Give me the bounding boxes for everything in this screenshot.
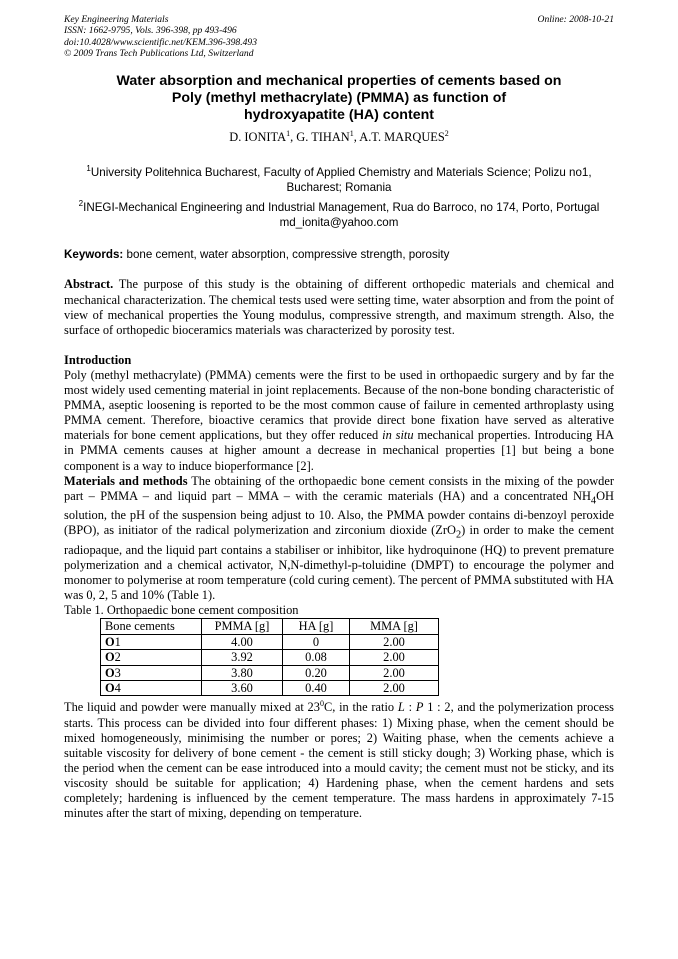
table-cell xyxy=(101,665,202,680)
methods-part-2: OH solution, the pH of the suspension being adjust to 10. Also, the PMMA powder contains di-benzoyl peroxide (BPO), as initiator of the radical polymerization and zirconium dioxide (ZrO xyxy=(64,488,614,538)
methods-part-3: ) in order to make the cement radiopaque, and the liquid part contains a stabiliser or inhibitor, like hydroquinone (HQ) to prevent premature polymerization and a chemical activator, N,N-dimethyl-p-toluidine (DMPT) to encourage the polymer and monomer to polymerise at room temperature (cold curing cement). The percent of PMMA substituted with HA was 0, 2, 5 and 10% (Table 1). xyxy=(64,523,615,603)
author-2: G. TIHAN xyxy=(296,129,350,144)
paper-title xyxy=(64,73,614,124)
table-cell: 2.00 xyxy=(350,681,439,696)
methods-sub-1: 4 xyxy=(590,495,597,507)
table-row xyxy=(101,634,439,649)
table-cell xyxy=(101,634,202,649)
table-header-row xyxy=(101,619,439,634)
keywords-label: Keywords: xyxy=(64,248,124,262)
journal-header xyxy=(64,14,614,60)
table-cell xyxy=(101,681,202,696)
affiliation-2-text: INEGI-Mechanical Engineering and Industrial Management, Rua do Barroco, no 174, Porto, Portugal xyxy=(83,200,600,214)
ratio-colon: : xyxy=(408,700,413,715)
table-cell: 3.80 xyxy=(202,665,283,680)
affiliation-1-mark: 1 xyxy=(86,163,91,173)
online-date: Online: 2008-10-21 xyxy=(537,14,614,25)
table-cell: 4.00 xyxy=(202,634,283,649)
affiliation-1 xyxy=(64,161,614,196)
intro-part-1: Poly (methyl methacrylate) (PMMA) cements were the first to be used in orthopaedic surgery and by far the most widely used cementing material in joint replacements. Because of the non-bone bonding characteristic of PMMA, aseptic loosening is reported to be the most common cause of failure in cemented arthroplasty using PMMA cement. Therefore, bioactive ceramics that provide direct bone fixation have served as alterative materials for bone cement applications, but they offer reduced xyxy=(64,367,614,443)
table-cell: 0.08 xyxy=(283,650,350,665)
table-cell: 3.92 xyxy=(202,650,283,665)
table-cell: 3.60 xyxy=(202,681,283,696)
abstract-label: Abstract. xyxy=(64,277,114,292)
table-row xyxy=(101,650,439,665)
affiliation-2 xyxy=(64,196,614,215)
title-line-3: hydroxyapatite (HA) content xyxy=(244,106,434,123)
sample-number: 3 xyxy=(114,665,121,680)
paper-page xyxy=(64,14,614,821)
mixing-part-1: The liquid and powder were manually mixed at 23 xyxy=(64,700,320,715)
author-3-affil: 2 xyxy=(444,128,449,138)
table-row xyxy=(101,665,439,680)
email: md_ionita@yahoo.com xyxy=(279,215,399,229)
journal-name: Key Engineering Materials xyxy=(64,14,169,25)
abstract xyxy=(64,277,614,337)
composition-table xyxy=(100,618,439,696)
sample-number: 4 xyxy=(114,681,121,695)
table-cell: 0.20 xyxy=(283,665,350,680)
author-list: D. IONITA$^1$, G. TIHAN$^1$, A.T. MARQUES$^2$ xyxy=(229,128,449,144)
doi: doi:10.4028/www.scientific.net/KEM.396-398.493 xyxy=(64,36,258,48)
title-line-2: Poly (methyl methacrylate) (PMMA) as function of xyxy=(171,89,507,106)
ratio-L: L xyxy=(397,700,405,715)
methods-heading: Materials and methods xyxy=(64,473,188,488)
affiliation-1-text: University Politehnica Bucharest, Faculty of Applied Chemistry and Materials Science; Polizu no1, Bucharest; Romania xyxy=(90,165,592,195)
affiliations xyxy=(64,161,614,231)
methods-paragraph xyxy=(64,474,614,604)
keywords-text: bone cement, water absorption, compressive strength, porosity xyxy=(126,248,450,262)
author-2-affil: 1 xyxy=(349,128,354,138)
ratio-P: P xyxy=(415,700,424,715)
table-caption: Table 1. Orthopaedic bone cement composition xyxy=(64,603,299,618)
sample-letter: O xyxy=(105,634,115,649)
mixing-part-2: C, in the ratio xyxy=(323,700,395,715)
sample-letter: O xyxy=(105,650,115,665)
intro-italic: in situ xyxy=(382,428,414,443)
table-row xyxy=(101,681,439,696)
sample-number: 1 xyxy=(114,634,121,649)
table-header: Bone cements xyxy=(101,619,202,634)
sample-number: 2 xyxy=(114,650,121,665)
author-1-affil: 1 xyxy=(286,128,291,138)
mixing-part-3: 1 : 2, and the polymerization process starts. This process can be divided into four different phases: 1) Mixing phase, when the cement should be mixed homogeneously, minimising the number or pores; 2) Waiting phase, when the cements achieve a suitable viscosity for delivery of bone cement - the cement is still sticky dough; 3) Working phase, which is the period when the cement can be ease introduced into a mould cavity; the cement must not be sticky, and its viscosity should be suitable for application; 4) Hardening phase, when the cement hardens and sets completely; hardening is influenced by the cement temperature. The mass hardens in approximately 7-15 minutes after the start of mixing, depending on temperature. xyxy=(64,700,614,821)
table-header: PMMA [g] xyxy=(202,619,283,634)
title-line-1: Water absorption and mechanical properties of cements based on xyxy=(116,72,562,89)
sample-letter: O xyxy=(105,681,115,695)
table-cell: 0 xyxy=(283,634,350,649)
author-3: A.T. MARQUES xyxy=(359,129,445,144)
issn: ISSN: 1662-9795, Vols. 396-398, pp 493-496 xyxy=(64,25,237,37)
table-cell: 2.00 xyxy=(350,650,439,665)
table-header: HA [g] xyxy=(283,619,350,634)
methods-part-1: The obtaining of the orthopaedic bone cement consists in the mixing of the powder part – PMMA – and liquid part – MMA – with the ceramic materials (HA) and a concentrated NH xyxy=(64,473,614,503)
mixing-paragraph xyxy=(64,696,614,821)
table-cell xyxy=(101,650,202,665)
intro-part-2: mechanical properties. Introducing HA in PMMA cements causes at higher amount a decrease in mechanical properties [1] but being a bone component is a way to induce bioperformance [2]. xyxy=(64,428,614,473)
keywords xyxy=(64,248,614,261)
table-header: MMA [g] xyxy=(350,619,439,634)
sample-letter: O xyxy=(105,665,115,680)
author-1: D. IONITA xyxy=(229,129,287,144)
introduction-heading: Introduction xyxy=(64,352,132,367)
introduction-text xyxy=(64,368,614,474)
affiliation-2-mark: 2 xyxy=(78,198,84,208)
table-cell: 2.00 xyxy=(350,634,439,649)
copyright: © 2009 Trans Tech Publications Ltd, Switzerland xyxy=(64,48,254,60)
table-cell: 0.40 xyxy=(283,681,350,696)
abstract-text: The purpose of this study is the obtaining of different orthopedic materials and chemical and mechanical characterization. The chemical tests used were setting time, water absorption and from the point of view of mechanical properties the Young modulus, compressive strength, and maximum strength. Also, the surface of orthopedic bioceramics materials was characterized by porosity test. xyxy=(64,277,614,337)
degree-mark: 0 xyxy=(319,699,324,709)
table-cell: 2.00 xyxy=(350,665,439,680)
methods-sub-2: 2 xyxy=(455,529,462,541)
